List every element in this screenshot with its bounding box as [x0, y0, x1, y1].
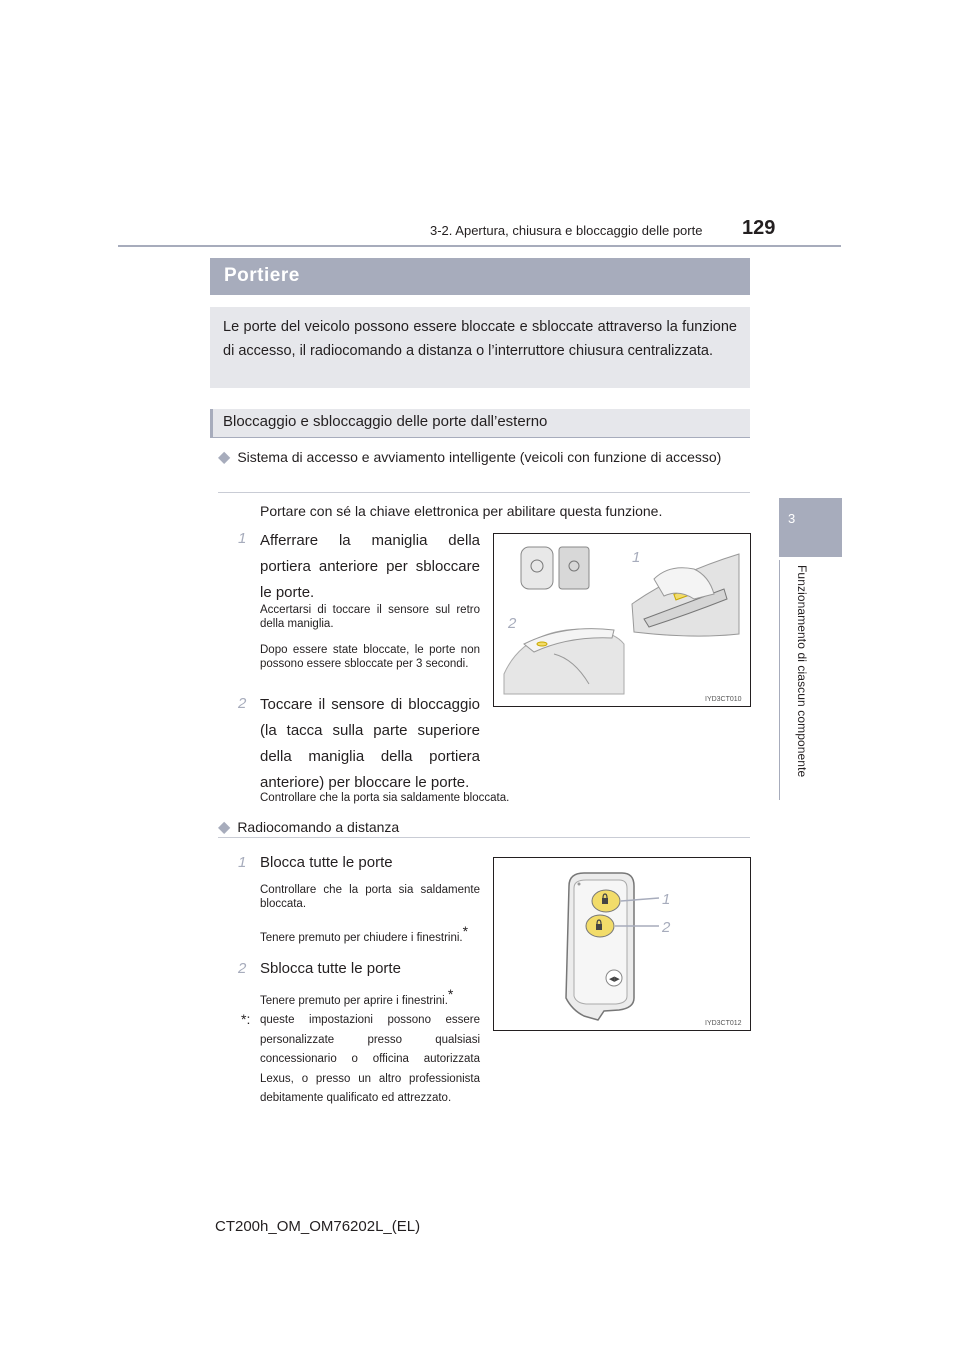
remote-step2: Sblocca tutte le porte: [260, 960, 401, 977]
footnote-marker: *:: [241, 1011, 251, 1027]
smart-entry-step1: Afferrare la maniglia della portiera anteriore per sbloccare le porte.: [260, 532, 480, 601]
remote-step1-note2: Tenere premuto per chiudere i finestrini.: [260, 931, 463, 944]
smart-entry-step1-note1: Accertarsi di toccare il sensore sul retro della maniglia.: [260, 604, 480, 630]
heading-rule: [218, 837, 750, 838]
smart-entry-step1-note2: Dopo essere state bloccate, le porte non possono essere sbloccate per 3 secondi.: [260, 644, 480, 670]
section-title: Portiere: [224, 265, 300, 286]
step-number-icon: 2: [238, 960, 247, 977]
figure-callout-1: 1: [662, 891, 671, 908]
remote-heading: Radiocomando a distanza: [237, 819, 400, 835]
chapter-tab: [779, 498, 842, 557]
diamond-bullet-icon: ◆: [218, 819, 231, 836]
figure-callout-1: 1: [632, 549, 641, 566]
section-title-bar: [210, 258, 750, 295]
remote-step1: Blocca tutte le porte: [260, 854, 393, 871]
side-rule: [779, 560, 780, 800]
step-number-icon: 2: [238, 695, 247, 712]
remote-step2-note: Tenere premuto per aprire i finestrini.: [260, 994, 448, 1007]
intro-text: Le porte del veicolo possono essere bloccate e sbloccate attraverso la funzione di accesso, il radiocomando a distanza o l’interruttore chiusura centralizzata.: [223, 319, 737, 359]
diamond-bullet-icon: ◆: [218, 449, 231, 466]
chapter-number: 3: [788, 511, 796, 526]
header-rule: [118, 245, 841, 247]
figure-code: IYD3CT012: [705, 1020, 742, 1027]
step-number-icon: 1: [238, 530, 247, 547]
manual-code: CT200h_OM_OM76202L_(EL): [215, 1218, 421, 1235]
door-handle-illustration: [494, 534, 750, 706]
step-number-icon: 1: [238, 854, 247, 871]
remote-step2-note-block: [260, 987, 490, 1008]
intro-box: [210, 307, 750, 388]
footnote-text: queste impostazioni possono essere personalizzate presso qualsiasi concessionario o officina autorizzata Lexus, o presso un altro professionista debitamente qualificato ed attrezzato.: [260, 1014, 480, 1104]
running-header: 3-2. Apertura, chiusura e bloccaggio delle porte: [430, 223, 703, 238]
door-handle-figure: [493, 533, 751, 707]
smart-entry-heading-block: [218, 446, 745, 469]
remote-key-figure: [493, 857, 751, 1031]
asterisk-mark: *: [462, 923, 469, 939]
remote-step1-note1: Controllare che la porta sia saldamente bloccata.: [260, 884, 480, 910]
svg-text:◀▶: ◀▶: [609, 976, 620, 983]
smart-entry-step2-note: Controllare che la porta sia saldamente bloccata.: [260, 792, 510, 804]
asterisk-mark: *: [447, 986, 454, 1002]
chapter-title: Funzionamento di ciascun componente: [795, 565, 809, 778]
page-number: 129: [742, 217, 776, 239]
subsection-bar: [210, 409, 750, 438]
remote-heading-block: [218, 816, 745, 839]
figure-callout-2: 2: [662, 919, 671, 936]
figure-code: IYD3CT010: [705, 696, 742, 703]
smart-entry-step2: Toccare il sensore di bloccaggio (la tacca sulla parte superiore della maniglia della portiera anteriore) per bloccare le porte.: [260, 696, 480, 791]
remote-key-illustration: [494, 858, 750, 1030]
remote-step1-note2-block: [260, 924, 480, 945]
smart-entry-instruction: Portare con sé la chiave elettronica per abilitare questa funzione.: [260, 503, 663, 519]
subsection-title: Bloccaggio e sbloccaggio delle porte dall’esterno: [223, 413, 548, 430]
smart-entry-heading: Sistema di accesso e avviamento intelligente (veicoli con funzione di accesso): [237, 449, 722, 465]
heading-rule: [218, 492, 750, 493]
figure-callout-2: 2: [508, 615, 517, 632]
